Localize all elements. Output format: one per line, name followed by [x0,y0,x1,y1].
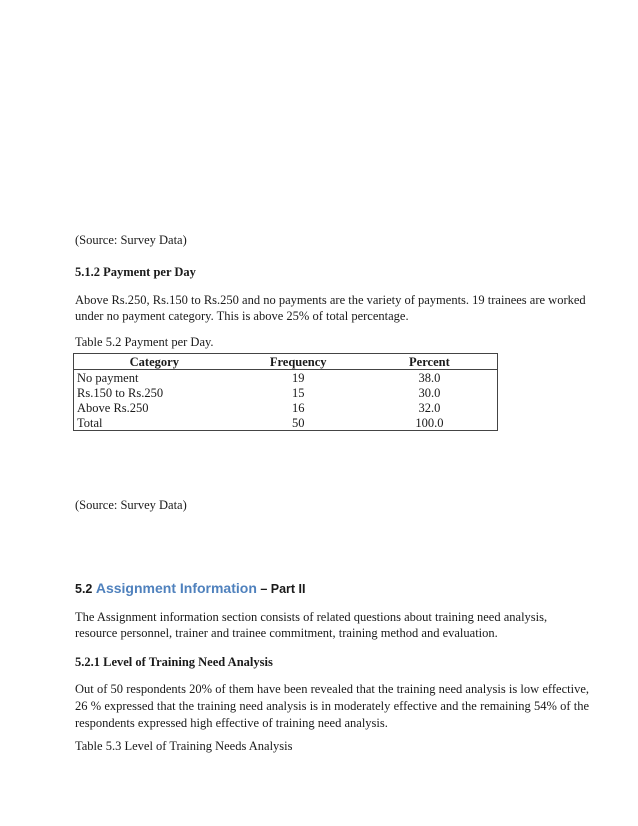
paragraph-line: resource personnel, trainer and trainee commitment, training method and evaluation. [75,626,498,640]
table-row [74,385,498,400]
column-header: Category [74,354,235,370]
paragraph-line: under no payment category. This is above 25% of total percentage. [75,309,409,323]
table-cell: 19 [291,371,305,385]
paragraph [75,609,589,641]
table-cell: Rs.150 to Rs.250 [74,385,235,400]
section-number: 5.2 [75,582,96,596]
table-cell: 15 [291,386,305,400]
source-note: (Source: Survey Data) [75,498,187,512]
paragraph [75,292,589,324]
section-heading: 5.2.1 Level of Training Need Analysis [75,655,273,669]
column-header: Frequency [235,354,362,370]
table-caption: Table 5.2 Payment per Day. [75,335,214,349]
column-header: Percent [362,354,498,370]
table-cell: 100.0 [362,415,498,431]
table-cell: 32.0 [362,400,498,415]
table-header-row [74,354,498,370]
table-cell: 38.0 [362,370,498,386]
section-heading [75,580,589,597]
paragraph-line: Above Rs.250, Rs.150 to Rs.250 and no payments are the variety of payments. 19 trainees are worked [75,293,586,307]
paragraph-line: The Assignment information section consists of related questions about training need analysis, [75,610,548,624]
table-cell: Above Rs.250 [74,400,235,415]
table-cell: 50 [235,415,362,431]
table-caption: Table 5.3 Level of Training Needs Analysis [75,739,293,753]
payment-table [73,353,498,431]
table-row [74,400,498,415]
source-note: (Source: Survey Data) [75,233,187,247]
table-cell: 30.0 [362,385,498,400]
table-cell: Total [74,415,235,431]
table-row [74,415,498,431]
table-cell: 16 [291,401,305,415]
paragraph: Out of 50 respondents 20% of them have been revealed that the training need analysis is low effective, 26 % expressed that the training need analysis is in moderately effective and the remaining 54% of the respondents expressed high effective of training need analysis. [75,682,589,730]
section-title: Assignment Information [95,580,257,596]
table-row [74,370,498,386]
section-suffix: – Part II [256,582,306,596]
table-cell: No payment [74,370,235,386]
section-heading: 5.1.2 Payment per Day [75,265,196,279]
